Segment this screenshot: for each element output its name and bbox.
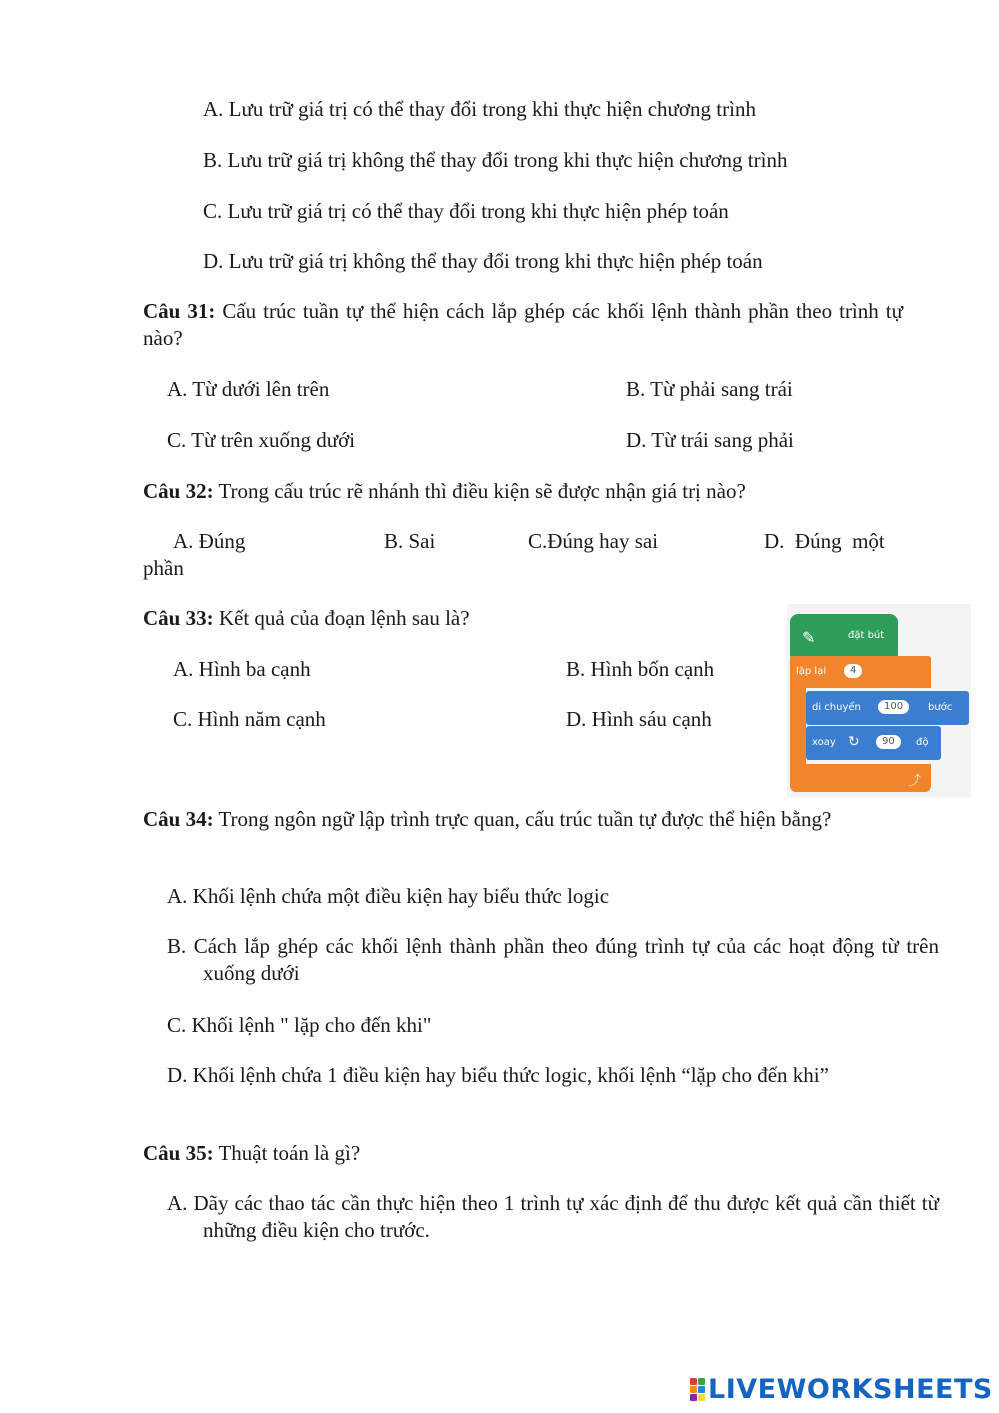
repeat-count-input: 4: [844, 664, 862, 678]
pencil-icon: ✎: [802, 628, 816, 647]
move-unit-label: bước: [928, 702, 953, 713]
q33-option-b: B. Hình bốn cạnh: [566, 657, 715, 681]
q32-option-c: C.Đúng hay sai: [528, 529, 659, 553]
turn-unit-label: độ: [916, 737, 929, 748]
liveworksheets-logo-text: LIVEWORKSHEETS: [708, 1373, 993, 1405]
question-text: Thuật toán là gì?: [213, 1141, 361, 1165]
option-d: D. Lưu trữ giá trị không thể thay đổi trong khi thực hiện phép toán: [203, 249, 763, 273]
rotate-clockwise-icon: ↻: [848, 734, 860, 750]
repeat-block-footer: [790, 764, 931, 792]
q34-option-c: C. Khối lệnh " lặp cho đến khi": [167, 1013, 432, 1037]
turn-label: xoay: [812, 737, 836, 748]
q34-option-d: D. Khối lệnh chứa 1 điều kiện hay biểu thức logic, khối lệnh “lặp cho đến khi”: [167, 1063, 829, 1087]
question-34: [143, 806, 903, 833]
move-steps-input: 100: [878, 700, 909, 714]
question-35: [143, 1140, 360, 1166]
question-text: Trong cấu trúc rẽ nhánh thì điều kiện sẽ được nhận giá trị nào?: [213, 479, 746, 503]
scratch-code-image: [787, 604, 971, 798]
question-number: Câu 35:: [143, 1141, 214, 1165]
move-label: di chuyển: [812, 702, 861, 713]
q31-option-c: C. Từ trên xuống dưới: [167, 428, 356, 452]
liveworksheets-logo-icon: [690, 1378, 705, 1401]
repeat-block: [790, 656, 931, 688]
option-c: C. Lưu trữ giá trị có thể thay đổi trong khi thực hiện phép toán: [203, 199, 729, 223]
q34-option-a: A. Khối lệnh chứa một điều kiện hay biểu thức logic: [167, 884, 610, 908]
turn-degrees-input: 90: [876, 735, 901, 749]
q33-option-d: D. Hình sáu cạnh: [566, 707, 712, 731]
q32-option-b: B. Sai: [384, 529, 436, 553]
q32-option-a: A. Đúng: [173, 529, 246, 553]
question-32: [143, 478, 903, 505]
question-number: Câu 33:: [143, 606, 214, 630]
q33-option-a: A. Hình ba cạnh: [173, 657, 311, 681]
question-number: Câu 34:: [143, 807, 214, 831]
q35-option-a: A. Dãy các thao tác cần thực hiện theo 1 trình tự xác định để thu được kết quả cần thiết từ những điều kiện cho trước.: [167, 1191, 939, 1242]
q32-option-d: D. Đúng một: [764, 529, 885, 553]
q32-option-d-continuation: phần: [143, 556, 184, 580]
q33-option-c: C. Hình năm cạnh: [173, 707, 326, 731]
repeat-block-arm: [790, 688, 806, 764]
turn-block: [806, 726, 941, 760]
repeat-label: lặp lại: [796, 666, 827, 677]
pen-block: [790, 614, 898, 658]
q31-option-a: A. Từ dưới lên trên: [167, 377, 330, 401]
q31-option-b: B. Từ phải sang trái: [626, 377, 793, 401]
question-text: Cấu trúc tuần tự thể hiện cách lắp ghép các khối lệnh thành phần theo trình tự nào?: [143, 299, 903, 350]
option-a: A. Lưu trữ giá trị có thể thay đổi trong khi thực hiện chương trình: [203, 97, 756, 121]
question-number: Câu 31:: [143, 299, 216, 323]
pen-block-label: đặt bút: [848, 630, 885, 641]
question-33: [143, 605, 470, 631]
option-b: B. Lưu trữ giá trị không thể thay đổi trong khi thực hiện chương trình: [203, 148, 788, 172]
question-31: [143, 298, 903, 352]
question-number: Câu 32:: [143, 479, 214, 503]
q31-option-d: D. Từ trái sang phải: [626, 428, 794, 452]
question-text: Kết quả của đoạn lệnh sau là?: [213, 606, 470, 630]
move-block: [806, 691, 969, 725]
question-text: Trong ngôn ngữ lập trình trực quan, cấu trúc tuần tự được thể hiện bằng?: [213, 807, 832, 831]
liveworksheets-logo: [690, 1373, 993, 1405]
repeat-arrow-icon: ⤴: [908, 774, 922, 789]
q34-option-b: B. Cách lắp ghép các khối lệnh thành phần theo đúng trình tự của các hoạt động từ trên xuống dưới: [167, 934, 939, 985]
